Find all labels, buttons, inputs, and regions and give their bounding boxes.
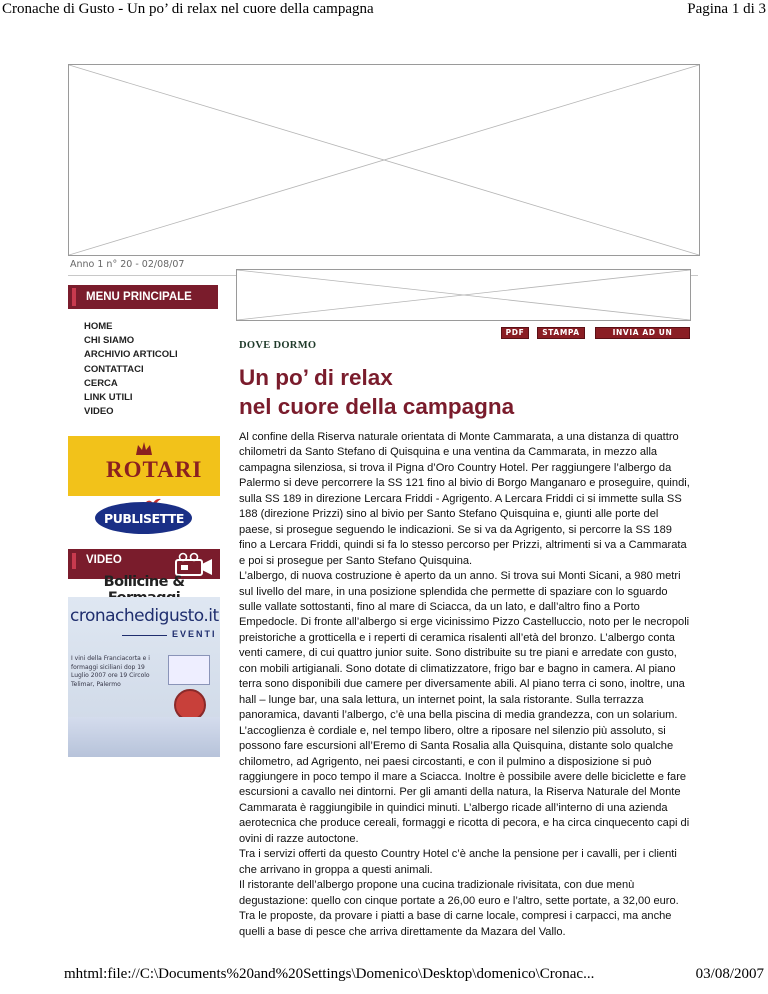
print-footer-date: 03/08/2007	[695, 966, 764, 982]
cronache-event-text: I vini della Franciacorta e i formaggi siciliani dop 19 Luglio 2007 ore 19 Circolo Telimar, Palermo	[71, 655, 150, 688]
missing-image-icon	[237, 270, 690, 320]
article-title-line-1: Un po’ di relax	[239, 365, 393, 390]
cronache-eventi-label: EVENTI	[172, 629, 217, 639]
article-paragraph: Al confine della Riserva naturale orientata di Monte Cammarata, a una distanza di quattro chilometri da Santo Stefano di Quisquina e una ventina da Cammarata, in mezzo alla campagna silenziosa, si trova il Pigna d’Oro Country Hotel. Per raggiungere l’albergo da Palermo si deve percorrere la SS 121 fino al bivio di Borgo Manganaro e proseguire, quindi, sulla SS 189 in direzione Lercara Friddi - Agrigento. A Lercara Friddi ci si immette sulla SS 188 (direzione Prizzi) sino al bivio per Santo Stefano Quisquina e, giunti alle porte del paese, si prosegue seguendo le indicazioni. Se si va da Agrigento, si percorre la SS 189 fino a Lercara Friddi, quindi si fa lo stesso percorso per Prizzi, altrimenti si va a Cammarata e poi si prosegue per Santo Stefano Quisquina.	[239, 431, 690, 567]
issue-line: Anno 1 n° 20 - 02/08/07	[70, 259, 185, 270]
cronache-logo: cronachedigusto.it	[70, 606, 219, 626]
rotari-banner[interactable]	[68, 436, 220, 498]
missing-image-icon	[69, 65, 699, 255]
article-body	[239, 430, 691, 940]
article-title	[239, 363, 514, 421]
article-paragraph: L’albergo, di nuova costruzione è aperto da un anno. Si trova sui Monti Sicani, a 980 metri sul livello del mare, in una posizione splendida che permette di spaziare con lo sguardo sulle vallate sottostanti, fino al mare di Sciacca, da un lato, e dall’altro fino a Porto Empedocle. Di fronte all’albergo si erge vicinissimo Pizzo Castelluccio, noto per le necropoli preistoriche a grotticella e i reperti di ceramica risalenti all’età del bronzo. L’albergo conta venti camere, di cui quattro junior suite. Sono distribuite su tre piani e arredate con gusto, con mobili artigianali. Sono dotate di climatizzatore, frigo bar e bagno in camera. Al piano terra sono disponibili due camere per diversamente abili. Al piano terra ci sono, inoltre, una hall – lunge bar, una sala lettura, un internet point, la sala ristorante. Sulla terrazza panoramica, davanti l’albergo, c’è una bella piscina di media grandezza, con un solarium. L’accoglienza è cordiale e, nel tempo libero, oltre a riposare nel silenzio più assoluto, si possono fare escursioni all’Eremo di Santa Rosalia alla Quisquina, distante solo qualche chilometro, ad Agrigento, nei paesi circostanti, e con il pulmino a disposizione si può raggiungere in poco tempo il mare a Sciacca. Inoltre è possibile avere delle biciclette e fare escursioni a cavallo nei dintorni. Per gli amanti della natura, la Riserva Naturale del Monte Cammarata è raggiungibile in quindici minuti. L’albergo ricade all’interno di una azienda aerotecnica che produce cereali, formaggi e ricotta di pecora, e ha circa cinquecento capi di ovini di razze autoctone.	[239, 570, 690, 845]
print-header-page-number: Pagina 1 di 3	[687, 1, 766, 17]
pdf-button[interactable]: PDF	[501, 327, 529, 339]
menu-item-chi-siamo[interactable]: CHI SIAMO	[84, 335, 135, 347]
print-footer-url: mhtml:file://C:\Documents%20and%20Settings\Domenico\Desktop\domenico\Cronac...	[64, 966, 595, 982]
sponsor-logo-box	[168, 655, 210, 685]
cronache-logo-rule	[122, 635, 167, 636]
menu-item-archivio-articoli[interactable]: ARCHIVIO ARTICOLI	[84, 349, 178, 361]
article-section-label: DOVE DORMO	[239, 340, 317, 351]
banner-photo-bottom	[68, 717, 220, 757]
publisette-banner[interactable]	[68, 496, 220, 540]
menu-item-cerca[interactable]: CERCA	[84, 377, 118, 389]
main-menu-heading: MENU PRINCIPALE	[68, 285, 218, 309]
article-paragraph: Tra i servizi offerti da questo Country Hotel c’è anche la pensione per i cavalli, per i clienti che arrivano in groppa a questi animali.	[239, 848, 677, 876]
send-to-friend-button[interactable]: INVIA AD UN AMICO	[595, 327, 690, 339]
article-paragraph: Il ristorante dell’albergo propone una cucina tradizionale rivisitata, con due menù degustazione: quello con cinque portate a 26,00 euro e l’altro, sette portate, a 32,00 euro. Tra le proposte, da provare i piatti a base di carne locale, compresi i carpacci, ma anche quelli a base di pesce che arriva direttamente da Mazara del Vallo.	[239, 879, 679, 938]
print-header	[0, 0, 768, 22]
cronache-event-banner[interactable]	[68, 597, 220, 757]
main-menu	[84, 320, 178, 419]
menu-item-home[interactable]: HOME	[84, 321, 113, 332]
menu-item-video[interactable]: VIDEO	[84, 406, 114, 418]
print-header-title: Cronache di Gusto - Un po’ di relax nel cuore della campagna	[2, 1, 374, 17]
video-heading-label: VIDEO	[86, 554, 122, 566]
crown-icon	[134, 439, 154, 457]
advertisement-placeholder	[236, 269, 691, 321]
print-button[interactable]: STAMPA	[537, 327, 585, 339]
bollicine-formaggi-title[interactable]: Bollicine &	[103, 574, 185, 590]
publisette-logo-text: PUBLISETTE	[104, 511, 184, 526]
rotari-logo-text: ROTARI	[106, 457, 203, 482]
menu-item-contattaci[interactable]: CONTATTACI	[84, 363, 144, 375]
article-title-line-2: nel cuore della campagna	[239, 394, 515, 419]
header-image-placeholder	[68, 64, 700, 256]
menu-item-link-utili[interactable]: LINK UTILI	[84, 391, 133, 403]
